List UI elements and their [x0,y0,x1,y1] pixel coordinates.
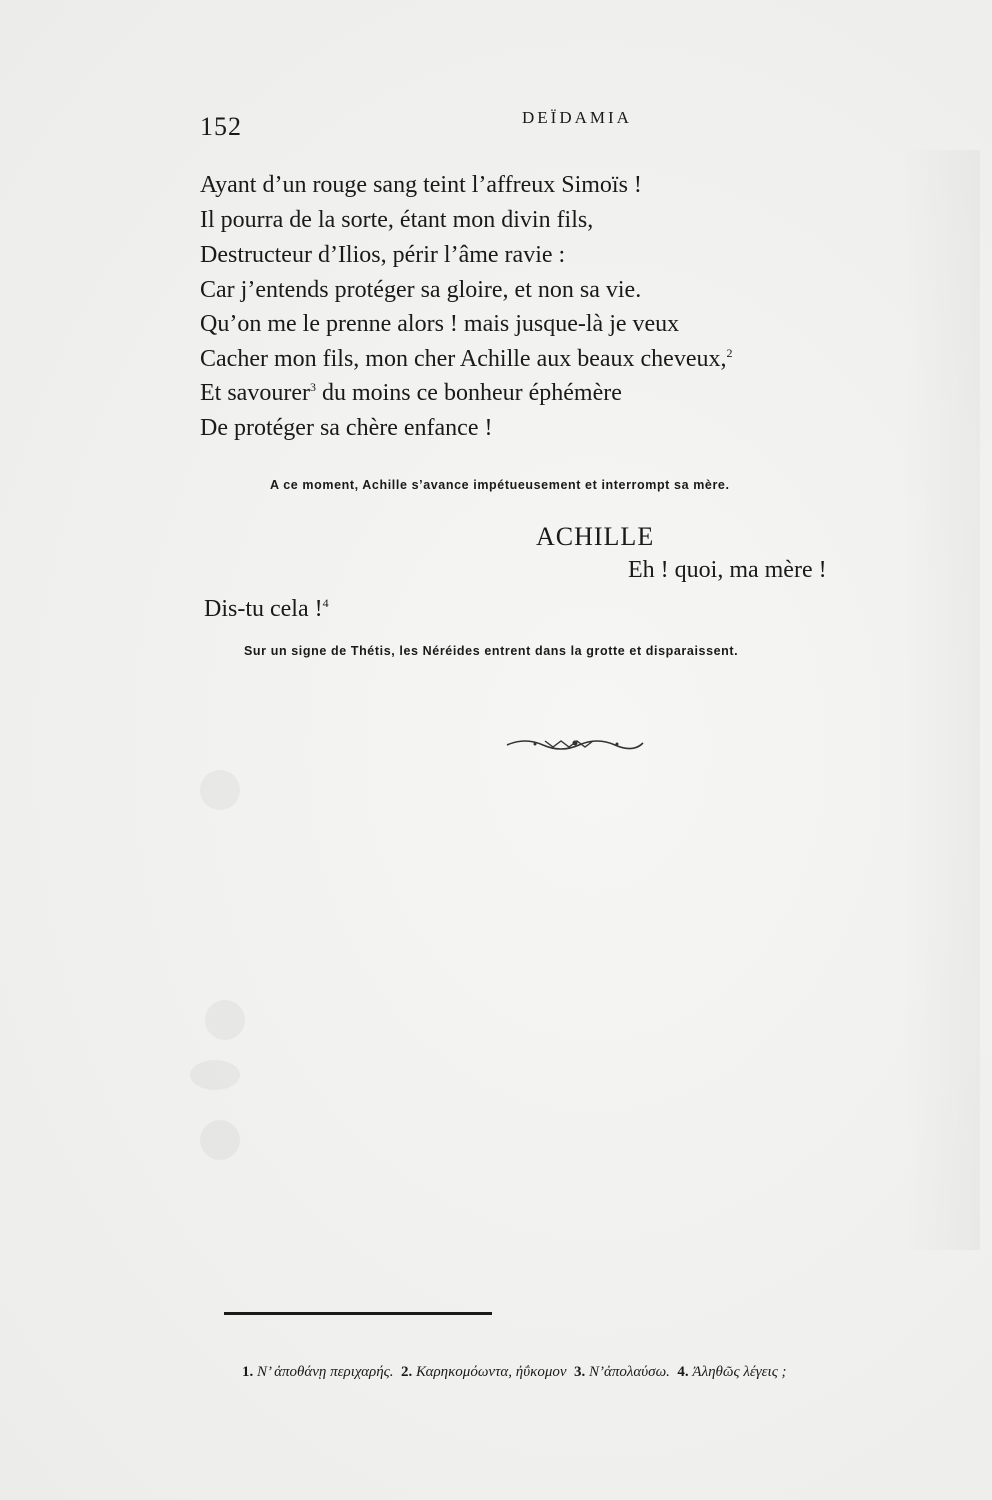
paper-stain [190,1060,240,1090]
paper-stain [200,770,240,810]
footnote-text: Καρηκομόωντα, ἠΰκομον [416,1364,567,1380]
footnote-rule [224,1312,492,1315]
footnotes [242,1364,787,1381]
verse-line: De protéger sa chère enfance ! [200,415,493,441]
footnote-number: 3. [574,1364,586,1380]
footnote-number: 2. [401,1364,413,1380]
stage-direction: A ce moment, Achille s’avance impétueusement et interrompt sa mère. [270,478,730,492]
footnote-mark: 4 [322,596,329,610]
dialogue-cue [204,596,329,623]
speaker-name: ACHILLE [536,522,655,551]
show-through-shadow [900,150,980,1250]
ornament-divider-icon [505,733,645,753]
verse-line: Destructeur d’Ilios, périr l’âme ravie : [200,242,566,268]
running-title: DEÏDAMIA [522,108,632,127]
footnote-number: 1. [242,1364,254,1380]
verse-text: du moins ce bonheur éphémère [321,380,622,406]
footnote-text: N’ ἀποθάνῃ περιχαρής. [257,1364,394,1380]
footnote-mark: 2 [726,346,733,360]
footnote-text: Ἀληθῶς λέγεις ; [692,1364,787,1380]
verse-text: Cacher mon fils, mon cher Achille aux beaux cheveux, [200,346,727,372]
dialogue-reply: Eh ! quoi, ma mère ! [628,557,827,583]
verse-line [200,381,622,405]
verse-line: Qu’on me le prenne alors ! mais jusque-là je veux [200,311,680,337]
footnote-mark: 3 [309,380,316,394]
paper-stain [200,1120,240,1160]
footnote-text: N’ἀπολαύσω. [589,1364,670,1380]
verse-line: Il pourra de la sorte, étant mon divin fils, [200,207,594,233]
stage-direction: Sur un signe de Thétis, les Néréides entrent dans la grotte et disparaissent. [244,644,739,658]
verse-line [200,347,733,371]
paper-stain [205,1000,245,1040]
footnote-number: 4. [677,1364,689,1380]
verse-line: Ayant d’un rouge sang teint l’affreux Simoïs ! [200,172,642,198]
verse-line: Car j’entends protéger sa gloire, et non sa vie. [200,277,642,303]
cue-text: Dis-tu cela ! [204,596,323,622]
verse-text: Et savourer [200,380,310,406]
page-number: 152 [200,112,242,141]
